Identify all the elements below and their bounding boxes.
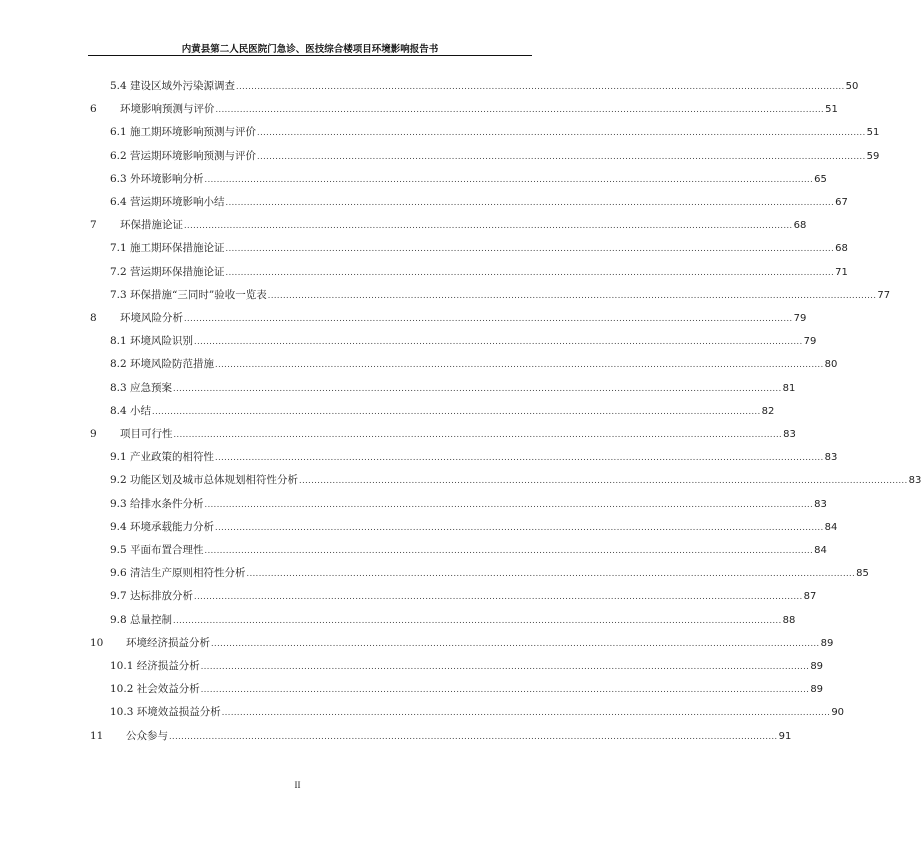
- toc-page-number: 68: [835, 243, 848, 255]
- toc-page-number: 65: [814, 173, 827, 185]
- toc-entry-title: 7.1 施工期环保措施论证: [110, 242, 225, 255]
- toc-entry[interactable]: [0, 542, 827, 558]
- toc-entry[interactable]: [0, 704, 845, 720]
- toc-dot-leader: ........................................................................................................................................................................................................: [173, 430, 783, 439]
- toc-page-number: 83: [814, 498, 827, 510]
- toc-entry-title: 8.1 环境风险识别: [110, 335, 194, 348]
- toc-entry-title: 7.2 营运期环保措施论证: [110, 265, 225, 278]
- toc-page-number: 50: [845, 81, 859, 92]
- toc-dot-leader: ........................................................................................................................................................................................................: [173, 615, 782, 625]
- toc-dot-leader: ........................................................................................................................................................................................................: [204, 499, 814, 509]
- toc-entry-title: 7.3 环保措施“三同时”验收一览表: [110, 288, 267, 301]
- toc-dot-leader: ........................................................................................................................................................................................................: [200, 662, 810, 671]
- toc-page-number: 84: [814, 545, 827, 556]
- toc-entry[interactable]: [0, 148, 880, 164]
- toc-entry[interactable]: [0, 356, 838, 372]
- toc-page-number: 82: [761, 405, 775, 417]
- toc-entry-title: 环境影响预测与评价: [120, 103, 215, 116]
- toc-entry[interactable]: [0, 519, 838, 535]
- toc-dot-leader: ........................................................................................................................................................................................................: [236, 82, 845, 91]
- toc-dot-leader: ........................................................................................................................................................................................................: [200, 685, 810, 695]
- toc-entry[interactable]: [0, 78, 859, 94]
- toc-entry[interactable]: [0, 496, 827, 512]
- toc-entry-title: 9.4 环境承载能力分析: [110, 520, 215, 533]
- toc-entry[interactable]: [0, 333, 817, 349]
- toc-entry-title: 5.4 建设区域外污染源调查: [110, 80, 236, 92]
- toc-entry-title: 10.2 社会效益分析: [110, 683, 200, 696]
- toc-dot-leader: ........................................................................................................................................................................................................: [194, 592, 803, 602]
- toc-entry[interactable]: [0, 380, 796, 396]
- toc-entry[interactable]: [0, 588, 817, 604]
- toc-dot-leader: ........................................................................................................................................................................................................: [267, 290, 877, 300]
- toc-entry-title: 环境经济损益分析: [126, 636, 210, 649]
- toc-entry-title: 9.7 达标排放分析: [110, 590, 194, 603]
- toc-entry-title: 项目可行性: [120, 428, 173, 440]
- toc-chapter-number: 6: [90, 103, 97, 116]
- page-number: II: [294, 780, 301, 790]
- toc-page-number: 84: [824, 521, 838, 533]
- toc-entry[interactable]: [0, 101, 838, 117]
- toc-dot-leader: ........................................................................................................................................................................................................: [215, 453, 824, 463]
- toc-entry-title: 环保措施论证: [120, 219, 183, 232]
- toc-entry[interactable]: [0, 194, 848, 210]
- toc-entry-title: 6.3 外环境影响分析: [110, 172, 204, 185]
- toc-dot-leader: ........................................................................................................................................................................................................: [225, 198, 835, 207]
- toc-entry-title: 环境风险分析: [120, 312, 183, 324]
- toc-entry-title: 9.6 清洁生产原则相符性分析: [110, 567, 246, 580]
- toc-page-number: 80: [824, 359, 838, 371]
- toc-dot-leader: ........................................................................................................................................................................................................: [246, 569, 856, 579]
- toc-chapter-number: 10: [90, 636, 104, 649]
- toc-page-number: 89: [820, 637, 834, 649]
- toc-chapter-number: 9: [90, 428, 97, 440]
- toc-entry[interactable]: [0, 658, 824, 674]
- toc-entry-title: 8.2 环境风险防范措施: [110, 358, 215, 371]
- toc-dot-leader: ........................................................................................................................................................................................................: [211, 638, 820, 648]
- toc-page-number: 77: [877, 289, 891, 301]
- toc-entry-title: 9.1 产业政策的相符性: [110, 451, 215, 464]
- toc-entry-title: 10.3 环境效益损益分析: [110, 706, 221, 719]
- toc-page-number: 91: [778, 730, 792, 742]
- toc-dot-leader: ........................................................................................................................................................................................................: [204, 174, 814, 184]
- toc-dot-leader: ........................................................................................................................................................................................................: [169, 731, 778, 741]
- toc-entry[interactable]: [0, 449, 838, 465]
- toc-chapter-number: 8: [90, 312, 97, 324]
- toc-page-number: 81: [782, 382, 796, 394]
- running-header: 内黄县第二人民医院门急诊、医技综合楼项目环境影响报告书: [181, 44, 439, 55]
- toc-entry[interactable]: [0, 635, 834, 651]
- toc-entry-title: 9.5 平面布置合理性: [110, 544, 204, 556]
- toc-entry[interactable]: [0, 565, 869, 581]
- toc-dot-leader: ........................................................................................................................................................................................................: [225, 267, 835, 277]
- toc-dot-leader: ........................................................................................................................................................................................................: [204, 546, 814, 555]
- toc-entry[interactable]: [0, 681, 824, 697]
- toc-page-number: 85: [856, 568, 869, 580]
- toc-dot-leader: ........................................................................................................................................................................................................: [184, 221, 793, 231]
- toc-dot-leader: ........................................................................................................................................................................................................: [184, 314, 793, 323]
- toc-entry[interactable]: [0, 403, 775, 419]
- toc-dot-leader: ........................................................................................................................................................................................................: [299, 476, 908, 486]
- toc-dot-leader: ........................................................................................................................................................................................................: [215, 360, 824, 370]
- toc-entry[interactable]: [0, 217, 807, 233]
- toc-entry[interactable]: [0, 728, 792, 744]
- toc-dot-leader: ........................................................................................................................................................................................................: [257, 151, 866, 161]
- toc-entry[interactable]: [0, 264, 848, 280]
- toc-dot-leader: ........................................................................................................................................................................................................: [225, 244, 835, 254]
- toc-entry-title: 6.1 施工期环境影响预测与评价: [110, 126, 257, 139]
- toc-entry[interactable]: [0, 124, 880, 140]
- toc-entry-title: 8.3 应急预案: [110, 381, 173, 394]
- toc-entry-title: 6.2 营运期环境影响预测与评价: [110, 149, 257, 162]
- toc-page-number: 67: [835, 197, 848, 208]
- toc-page-number: 90: [831, 707, 845, 719]
- toc-page-number: 79: [803, 336, 817, 348]
- toc-dot-leader: ........................................................................................................................................................................................................: [215, 105, 825, 115]
- toc-entry[interactable]: [0, 240, 848, 256]
- toc-page-number: 59: [866, 150, 880, 162]
- toc-entry-title: 公众参与: [126, 729, 168, 742]
- toc-dot-leader: ........................................................................................................................................................................................................: [221, 708, 831, 718]
- toc-page-number: 89: [810, 684, 824, 696]
- toc-dot-leader: ........................................................................................................................................................................................................: [194, 337, 803, 347]
- toc-page-number: 83: [908, 475, 921, 487]
- toc-entry[interactable]: [0, 472, 921, 488]
- toc-dot-leader: ........................................................................................................................................................................................................: [257, 128, 866, 138]
- toc-dot-leader: ........................................................................................................................................................................................................: [152, 406, 761, 416]
- toc-entry[interactable]: [0, 287, 891, 303]
- toc-page-number: 88: [782, 614, 796, 626]
- toc-entry-title: 9.2 功能区划及城市总体规划相符性分析: [110, 474, 299, 487]
- toc-entry-title: 9.8 总量控制: [110, 613, 173, 626]
- toc-page-number: 83: [783, 429, 796, 440]
- toc-entry[interactable]: [0, 426, 796, 442]
- toc-page-number: 68: [793, 220, 807, 232]
- toc-page-number: 51: [825, 104, 838, 116]
- toc-page-number: 87: [803, 591, 817, 603]
- toc-page-number: 83: [824, 452, 838, 464]
- header-divider: [88, 55, 532, 56]
- toc-chapter-number: 11: [90, 729, 104, 742]
- toc-dot-leader: ........................................................................................................................................................................................................: [173, 383, 782, 393]
- toc-entry-title: 8.4 小结: [110, 404, 152, 417]
- toc-entry[interactable]: [0, 612, 796, 628]
- toc-entry[interactable]: [0, 171, 827, 187]
- toc-entry-title: 10.1 经济损益分析: [110, 660, 200, 672]
- toc-entry-title: 9.3 给排水条件分析: [110, 497, 204, 510]
- toc-entry-title: 6.4 营运期环境影响小结: [110, 196, 225, 208]
- toc-dot-leader: ........................................................................................................................................................................................................: [215, 522, 824, 532]
- toc-entry[interactable]: [0, 310, 807, 326]
- toc-page-number: 89: [810, 661, 824, 672]
- toc-page-number: 51: [866, 127, 880, 139]
- toc-page-number: 79: [793, 313, 807, 324]
- toc-page-number: 71: [835, 266, 848, 278]
- toc-chapter-number: 7: [90, 219, 97, 232]
